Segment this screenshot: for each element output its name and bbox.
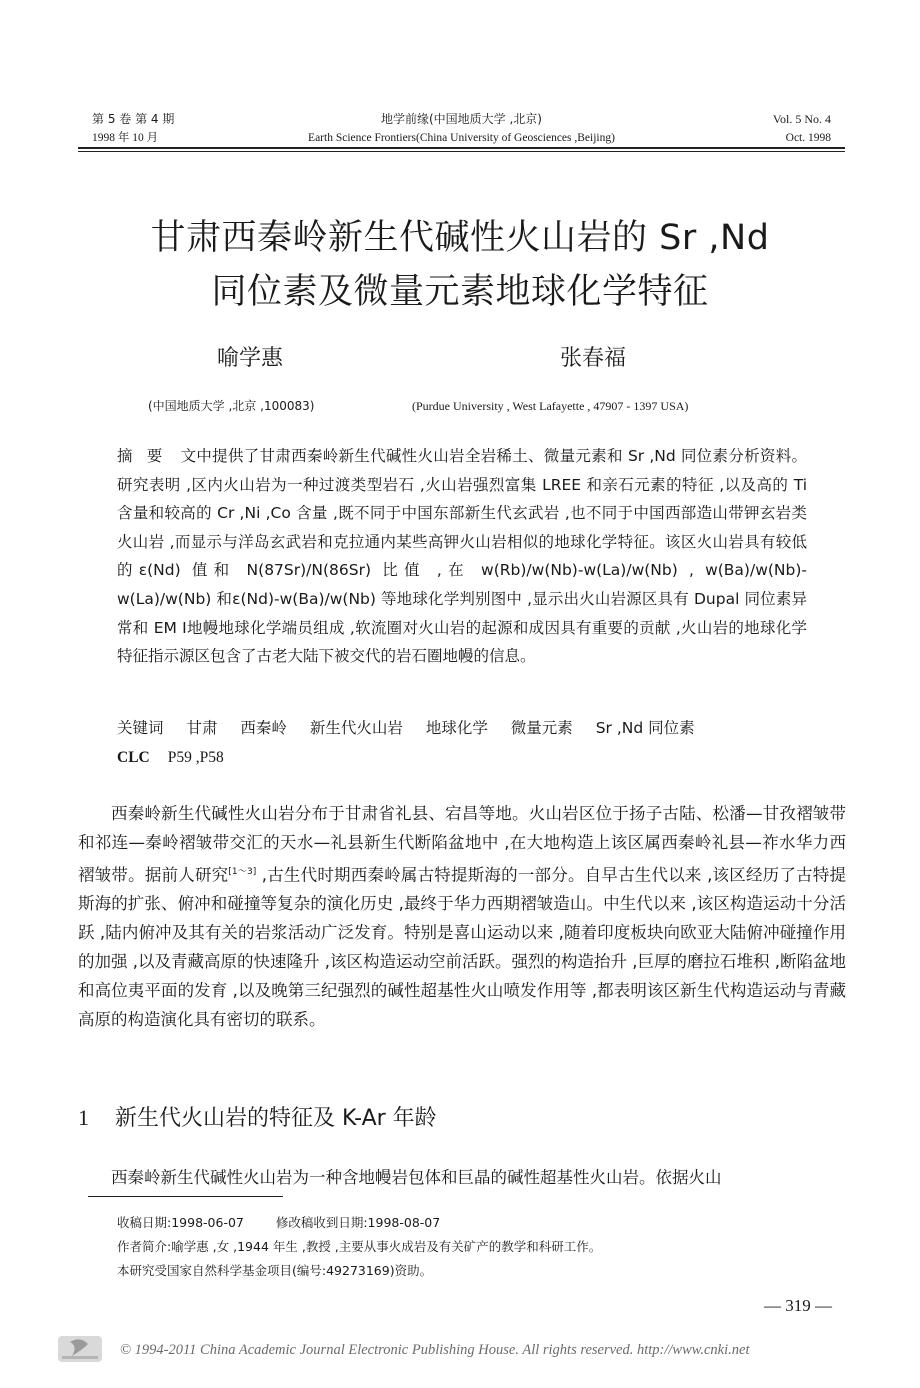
intro-text-continued: ,古生代时期西秦岭属古特提斯海的一部分。自早古生代以来 ,该区经历了古特提斯海的扩张、俯冲和碰撞等复杂的演化历史 ,最终于华力西期褶皱造山。中生代以来 ,该区构造运动十分活跃 ,陆内俯冲及其有关的岩浆活动广泛发育。特别是喜山运动以来 ,随着印度板块向欧亚大陆俯冲碰撞作用的加强 ,以及青藏高原的快速隆升 ,该区构造运动空前活跃。强烈的构造抬升 ,巨厚的磨拉石堆积 ,断陷盆地和高位夷平面的发育 ,以及晚第三纪强烈的碱性超基性火山喷发作用等 ,都表明该区新生代构造运动与青藏高原的构造演化具有密切的联系。 xyxy=(78,865,847,1029)
clc-code xyxy=(117,745,224,771)
intro-text: 西秦岭新生代碱性火山岩分布于甘肃省礼县、宕昌等地。火山岩区位于扬子古陆、松潘—甘孜褶皱带和祁连—秦岭褶皱带交汇的天水—礼县新生代断陷盆地中 ,在大地构造上该区属西秦岭礼县—祚水华力西褶皱带。据前人研究 xyxy=(78,804,846,885)
clc-value: P59 ,P58 xyxy=(167,749,224,766)
paper-title-line-1: 甘肃西秦岭新生代碱性火山岩的 Sr ,Nd xyxy=(150,218,770,258)
keywords-label: 关键词 xyxy=(117,719,164,737)
author-1: 喻学惠 xyxy=(217,346,284,371)
journal-name-cn: 地学前缘(中国地质大学 ,北京) xyxy=(381,112,542,126)
affiliation-2: (Purdue University , West Lafayette , 47907 - 1397 USA) xyxy=(412,399,689,413)
header-rule-thin xyxy=(78,151,845,152)
volume-issue-en: Vol. 5 No. 4 xyxy=(772,112,831,126)
copyright-footer: © 1994-2011 China Academic Journal Electronic Publishing House. All rights reserved. http://www.cnki.net xyxy=(120,1342,750,1358)
journal-name-en: Earth Science Frontiers(China University of Geosciences ,Beijing) xyxy=(308,132,615,144)
volume-issue: 第 5 卷 第 4 期 xyxy=(92,112,175,126)
keyword: Sr ,Nd 同位素 xyxy=(595,719,695,737)
publisher-logo-icon xyxy=(58,1334,102,1364)
keyword: 地球化学 xyxy=(425,719,488,737)
abstract xyxy=(117,442,807,671)
citation-ref: [1～3] xyxy=(228,866,257,877)
intro-paragraph xyxy=(78,800,846,1035)
section-number: 1 xyxy=(78,1105,89,1130)
revised-date: 修改稿收到日期:1998-08-07 xyxy=(275,1215,441,1230)
abstract-text: 文中提供了甘肃西秦岭新生代碱性火山岩全岩稀土、微量元素和 Sr ,Nd 同位素分析资料。研究表明 ,区内火山岩为一种过渡类型岩石 ,火山岩强烈富集 LREE 和亲石元素的特征 ,以及高的 Ti 含量和较高的 Cr ,Ni ,Co 含量 ,既不同于中国东部新生代玄武岩 ,也不同于中国西部造山带钾玄岩类火山岩 ,而显示与洋岛玄武岩和克拉通内某些高钾火山岩相似的地球化学特征。该区火山岩具有较低的ε(Nd) 值和 N(87Sr)/N(86Sr) 比值 ,在 w(Rb)/w(Nb)-w(La)/w(Nb) , w(Ba)/w(Nb)-w(La)/w(Nb) 和ε(Nd)-w(Ba)/w(Nb) 等地球化学判别图中 ,显示出火山岩源区具有 Dupal 同位素异常和 EM Ⅰ地幔地球化学端员组成 ,软流圈对火山岩的起源和成因具有重要的贡献 ,火山岩的地球化学特征指示源区包含了古老大陆下被交代的岩石圈地幔的信息。 xyxy=(117,447,807,666)
received-date: 收稿日期:1998-06-07 xyxy=(117,1215,244,1230)
publication-date: 1998 年 10 月 xyxy=(92,132,159,144)
footnote-rule xyxy=(88,1196,283,1197)
keyword: 微量元素 xyxy=(510,719,573,737)
section-heading xyxy=(78,1101,437,1136)
section-title: 新生代火山岩的特征及 K-Ar 年龄 xyxy=(115,1106,437,1131)
header-rule xyxy=(78,147,845,149)
section-first-line: 西秦岭新生代碱性火山岩为一种含地幔岩包体和巨晶的碱性超基性火山岩。依据火山 xyxy=(111,1168,722,1187)
affiliation-1: (中国地质大学 ,北京 ,100083) xyxy=(148,399,315,413)
footnote-author-bio: 作者简介:喻学惠 ,女 ,1944 年生 ,教授 ,主要从事火成岩及有关矿产的教学和科研工作。 xyxy=(117,1239,602,1254)
abstract-label: 摘要 xyxy=(117,447,177,465)
author-2: 张春福 xyxy=(560,346,627,371)
keyword: 西秦岭 xyxy=(240,719,287,737)
keyword: 甘肃 xyxy=(186,719,218,737)
footnote-dates xyxy=(117,1213,440,1233)
publication-date-en: Oct. 1998 xyxy=(785,132,831,144)
clc-label: CLC xyxy=(117,749,150,766)
keyword: 新生代火山岩 xyxy=(309,719,403,737)
page-number: — 319 — xyxy=(764,1296,832,1315)
footnote-funding: 本研究受国家自然科学基金项目(编号:49273169)资助。 xyxy=(117,1263,433,1278)
paper-title-line-2: 同位素及微量元素地球化学特征 xyxy=(211,272,709,312)
keywords xyxy=(117,715,713,741)
